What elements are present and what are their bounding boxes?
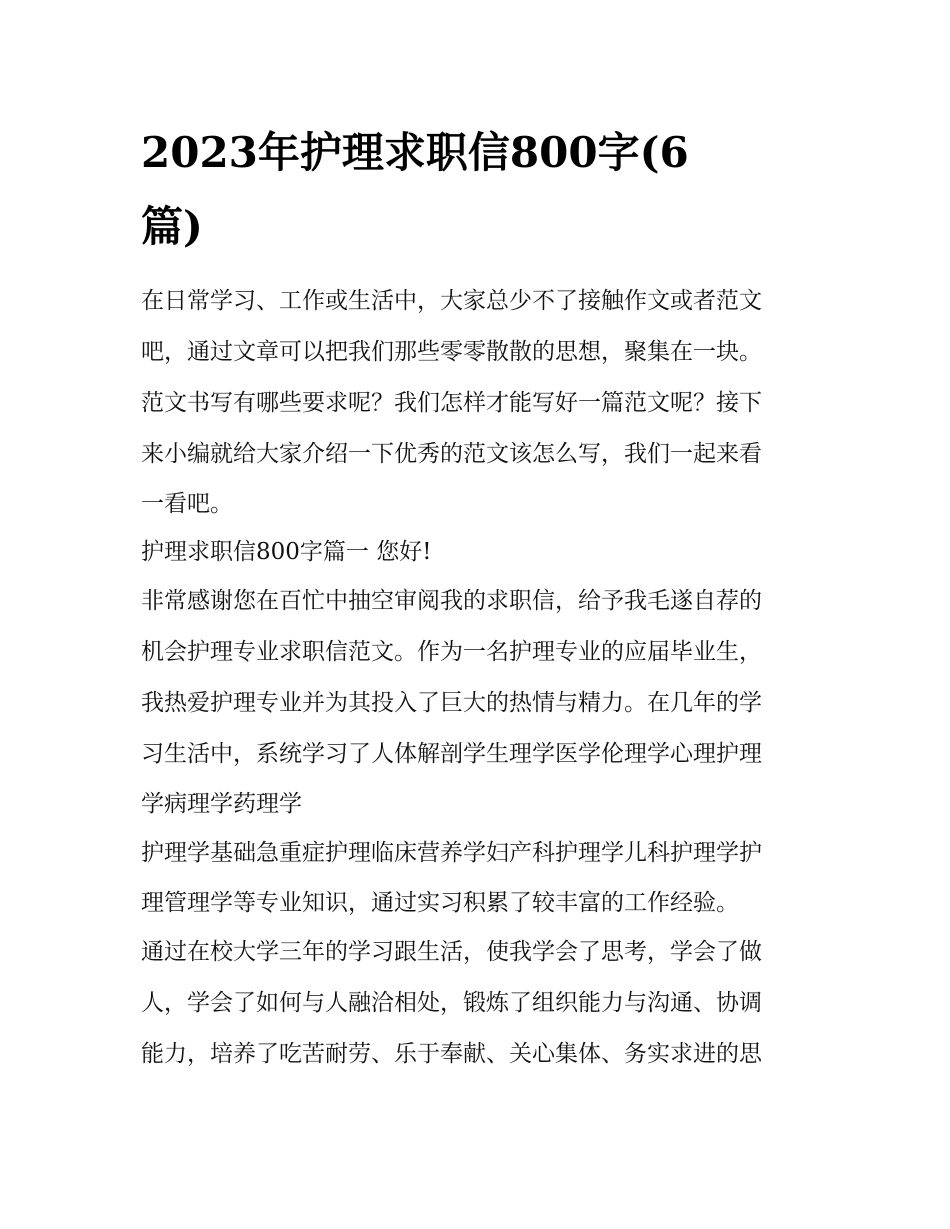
paragraph-line: 习生活中，系统学习了人体解剖学生理学医学伦理学心理护理 [141,741,762,767]
paragraph-line: 人，学会了如何与人融洽相处，锻炼了组织能力与沟通、协调 [141,990,762,1016]
title-line-2: 篇) [141,202,203,251]
body-text [141,276,813,1080]
paragraph-line: 能力，培养了吃苦耐劳、乐于奉献、关心集体、务实求进的思 [141,1041,762,1067]
paragraph-line: 学病理学药理学 [141,791,302,817]
paragraph-line: 范文书写有哪些要求呢？我们怎样才能写好一篇范文呢？接下 [141,390,762,416]
section-heading-line: 护理求职信800字篇一 您好! [141,539,432,565]
paragraph-line: 护理学基础急重症护理临床营养学妇产科护理学儿科护理学护 [141,840,762,866]
paragraph-line: 机会护理专业求职信范文。作为一名护理专业的应届毕业生， [141,639,762,665]
paragraph-line: 来小编就给大家介绍一下优秀的范文该怎么写，我们一起来看 [141,441,762,467]
paragraph-line: 我热爱护理专业并为其投入了巨大的热情与精力。在几年的学 [141,690,762,716]
paragraph-line: 通过在校大学三年的学习跟生活，使我学会了思考，学会了做 [141,939,762,965]
paragraph-line: 非常感谢您在百忙中抽空审阅我的求职信，给予我毛遂自荐的 [141,588,762,614]
page-title [141,116,821,264]
title-line-1: 2023年护理求职信800字(6 [141,128,689,177]
paragraph-line: 理管理学等专业知识，通过实习积累了较丰富的工作经验。 [141,890,739,916]
paragraph-line: 吧，通过文章可以把我们那些零零散散的思想，聚集在一块。 [141,339,762,365]
paragraph-line: 在日常学习、工作或生活中，大家总少不了接触作文或者范文 [141,288,762,314]
paragraph-line: 一看吧。 [141,491,233,517]
